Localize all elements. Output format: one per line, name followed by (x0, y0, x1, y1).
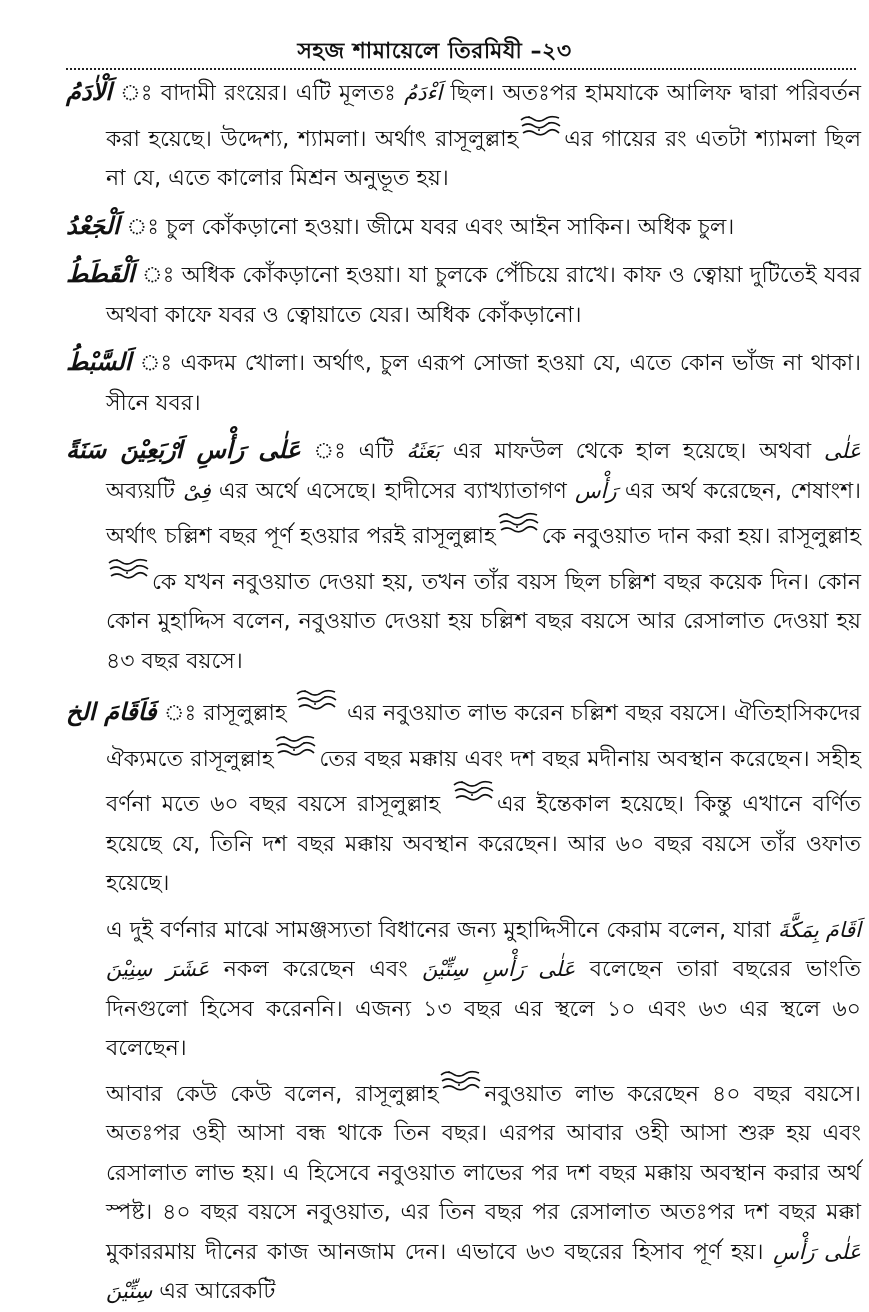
arabic-inline: رَأْس (575, 478, 617, 503)
header-dotted-rule (66, 68, 856, 70)
entry-text: ঃ রাসূলুল্লাহ (156, 701, 294, 726)
salawat-calligraphy-icon (497, 511, 541, 535)
entry-text: এর নবুওয়াত লাভ করেন চল্লিশ বছর বয়সে। ঐতিহাসিকদের ঐক্যমতে রাসূলুল্লাহ (106, 701, 862, 772)
salawat-calligraphy-icon (295, 688, 339, 712)
definition-entry-sabt (66, 342, 861, 423)
definition-entry-jad (66, 206, 861, 248)
paragraph-text: আবার কেউ কেউ বলেন, রাসূলুল্লাহ (106, 1081, 439, 1107)
definition-entry-ala-ras (66, 430, 861, 681)
entry-text: তের বছর মক্কায় এবং দশ বছর মদীনায় অবস্থান করেছেন। সহীহ বর্ণনা মতে ৬০ বছর বয়সে রাসূলুল্লাহ (106, 746, 861, 817)
entry-text: এর মাফউল থেকে হাল হয়েছে। অথবা (440, 439, 824, 464)
arabic-inline: اَءْدَمُ (404, 81, 443, 105)
arabic-inline: اَقَامَ بِمَكَّةَ عَشَرَ سِنِيْنَ (106, 917, 861, 981)
term-fa-aqama: فَاَقَامَ الخ (66, 697, 157, 726)
page-header: সহজ শামায়েলে তিরমিযী –২৩ (297, 39, 572, 64)
salawat-calligraphy-icon (452, 779, 496, 803)
entry-text: এর অর্থ করেছেন, শেষাংশ। অর্থাৎ চল্লিশ বছর পূর্ণ হওয়ার পরই রাসূলুল্লাহ (106, 478, 862, 549)
salawat-calligraphy-icon (439, 1069, 483, 1093)
paragraph-text: নকল করেছেন এবং (209, 957, 423, 982)
entry-text: ঃ বাদামী রংয়ের। এটি মূলতঃ (111, 81, 405, 106)
body-paragraph-reconciliation (66, 911, 861, 1069)
definition-entry-faqama (66, 688, 861, 904)
salawat-calligraphy-icon (274, 734, 318, 758)
document-body (66, 72, 861, 1312)
definition-entry-qatat (66, 254, 861, 335)
entry-text: ঃ একদম খোলা। অর্থাৎ, চুল এরূপ সোজা হওয়া যে, এতে কোন ভাঁজ না থাকা। সীনে যবর। (106, 351, 861, 416)
arabic-inline: عَلٰى (824, 439, 861, 463)
term-al-jad: اَلْجَعْدُ (66, 210, 120, 240)
term-al-qatat: اَلْقَطَطُ (66, 259, 135, 288)
paragraph-text: বলেছেন তারা বছরের ভাংতি দিনগুলো হিসেব করেননি। এজন্য ১৩ বছর এর স্থলে ১০ এবং ৬৩ এর স্থলে ৬০ বলেছেন। (106, 957, 861, 1061)
entry-text: ছিল। অতঃপর হামযাকে আলিফ দ্বারা পরিবর্তন করা হয়েছে। উদ্দেশ্য, শ্যামলা। অর্থাৎ রাসূলুল্লাহ (106, 81, 861, 152)
entry-text: এর ইন্তেকাল হয়েছে। কিন্তু এখানে বর্ণিত হয়েছে যে, তিনি দশ বছর মক্কায় অবস্থান করেছেন। আর ৬০ বছর বয়সে তাঁর ওফাত হয়েছে। (106, 792, 861, 896)
body-paragraph-alternative (66, 1069, 861, 1312)
entry-text: ঃ অধিক কোঁকড়ানো হওয়া। যা চুলকে পেঁচিয়ে রাখে। কাফ ও ত্বোয়া দুটিতেই যবর অথবা কাফে যবর ও ত্বোয়াতে যের। অধিক কোঁকড়ানো। (106, 263, 861, 328)
paragraph-text: এর আরেকটি (152, 1279, 276, 1304)
salawat-calligraphy-icon (107, 557, 151, 581)
arabic-inline: فِىْ (183, 478, 211, 503)
term-ala-ras-arbain: عَلٰى رَأْسِ اَرْبَعِيْنَ سَنَةً (66, 435, 301, 464)
paragraph-text: এ দুই বর্ণনার মাঝে সামঞ্জস্যতা বিধানের জন্য মুহাদ্দিসীনে কেরাম বলেন, যারা (106, 917, 778, 943)
entry-text: কে নবুওয়াত দান করা হয়। রাসূলুল্লাহ (541, 524, 861, 549)
salawat-calligraphy-icon (519, 114, 563, 138)
arabic-inline: بَعَثَهُ (406, 439, 441, 463)
term-al-adam: اَلْاٰدَمُ (66, 77, 112, 106)
entry-text: ঃ চুল কোঁকড়ানো হওয়া। জীমে যবর এবং আইন সাকিন। অধিক চুল। (119, 214, 735, 240)
term-as-sabt: اَلسَّبْطُ (66, 347, 132, 376)
entry-text: এর গায়ের রং এতটা শ্যামলা ছিল না যে, এতে কালোর মিশ্রন অনুভূত হয়। (106, 126, 861, 191)
paragraph-text: নবুওয়াত লাভ করেছেন ৪০ বছর বয়সে। অতঃপর ওহী আসা বন্ধ থাকে তিন বছর। এরপর আবার ওহী আসা শুরু হয় এবং রেসালাত লাভ হয়। এ হিসেবে নবুওয়াত লাভের পর দশ বছর মক্কায় অবস্থান করার অর্থ স্পষ্ট। ৪০ বছর বয়সে নবুওয়াত, এর তিন বছর পর রেসালাত অতঃপর দশ বছর মক্কা মুকাররমায় দীনের কাজ আনজাম দেন। এভাবে ৬৩ বছরের হিসাব পূর্ণ হয়। (106, 1081, 861, 1265)
entry-text: কে যখন নবুওয়াত দেওয়া হয়, তখন তাঁর বয়স ছিল চল্লিশ বছর কয়েক দিন। কোন কোন মুহাদ্দিস বলেন, নবুওয়াত দেওয়া হয় চল্লিশ বছর বয়সে আর রেসালাত দেওয়া হয় ৪৩ বছর বয়সে। (106, 569, 861, 674)
arabic-inline: عَلٰى رَأْسِ سِتِّيْنَ (422, 957, 576, 981)
definition-entry-adam (66, 72, 861, 199)
entry-text: এর অর্থে এসেছে। হাদীসের ব্যাখ্যাতাগণ (210, 478, 576, 504)
arabic-inline: عَلٰى رَأْسِ سِتِّيْنَ (106, 1239, 861, 1303)
entry-text: অব্যয়টি (106, 478, 184, 504)
entry-text: ঃ এটি (300, 439, 407, 464)
